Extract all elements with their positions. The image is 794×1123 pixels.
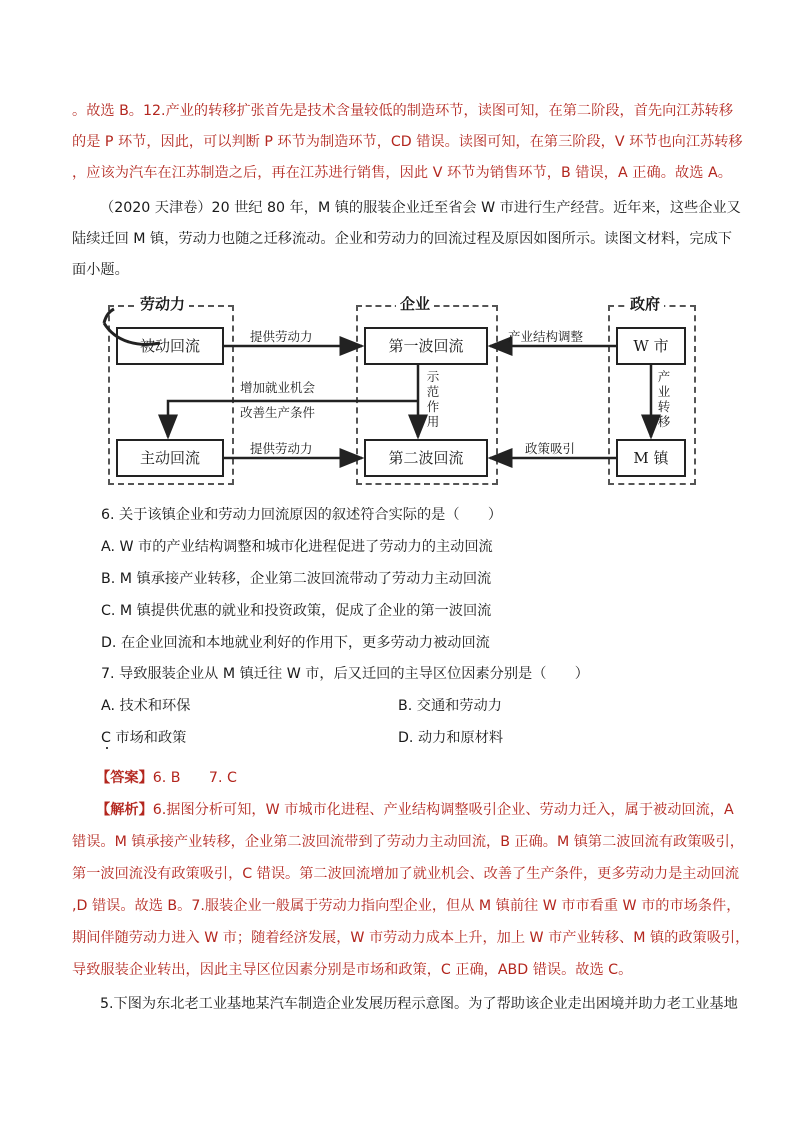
labor-enterprise-return-diagram <box>100 293 696 493</box>
question-intro-line: 面小题。 <box>72 262 129 278</box>
question-7-option-b: B. 交通和劳动力 <box>398 698 502 714</box>
analysis-line: 第一波回流没有政策吸引，C 错误。第二波回流增加了就业机会、改善了生产条件，更多劳动力是主动回流 <box>72 866 740 882</box>
analysis-line: 导致服装企业转出，因此主导区位因素分别是市场和政策，C 正确，ABD 错误。故选 C。 <box>72 962 633 978</box>
m-town-box: M 镇 <box>616 439 686 477</box>
question-6-option-b: B. M 镇承接产业转移，企业第二波回流带动了劳动力主动回流 <box>101 571 492 587</box>
question-6-option-d: D. 在企业回流和本地就业利好的作用下，更多劳动力被动回流 <box>101 635 490 651</box>
more-jobs-label: 增加就业机会 <box>240 380 316 395</box>
industry-adjust-label: 产业结构调整 <box>508 329 584 344</box>
active-return-box: 主动回流 <box>116 439 224 477</box>
demo-effect-label: 示 范 作 用 <box>426 369 440 429</box>
answer-label: 【答案】 <box>96 770 153 786</box>
question-7-stem: 7. 导致服装企业从 M 镇迁往 W 市，后又迁回的主导区位因素分别是（ ） <box>101 666 589 682</box>
industry-transfer-label: 产 业 转 移 <box>657 369 671 429</box>
prev-explanation-line: 。故选 B。12.产业的转移扩张首先是技术含量较低的制造环节，读图可知，在第二阶段，首先向江苏转移 <box>72 103 734 119</box>
policy-attract-label: 政策吸引 <box>525 441 576 456</box>
enterprise-title: 企业 <box>396 295 434 313</box>
question-6-option-c: C. M 镇提供优惠的就业和投资政策，促成了企业的第一波回流 <box>101 603 492 619</box>
analysis-line: 期间伴随劳动力进入 W 市；随着经济发展，W 市劳动力成本上升，加上 W 市产业转移、M 镇的政策吸引， <box>72 930 750 946</box>
prev-explanation-line: 的是 P 环节，因此，可以判断 P 环节为制造环节，CD 错误。读图可知，在第三阶段，V 环节也向江苏转移 <box>72 134 743 150</box>
question-6-option-a: A. W 市的产业结构调整和城市化进程促进了劳动力的主动回流 <box>101 539 493 555</box>
first-wave-box: 第一波回流 <box>364 327 488 365</box>
second-wave-box: 第二波回流 <box>364 439 488 477</box>
analysis-line: 错误。M 镇承接产业转移，企业第二波回流带到了劳动力主动回流，B 正确。M 镇第二波回流有政策吸引， <box>72 834 744 850</box>
next-question-line: 5.下图为东北老工业基地某汽车制造企业发展历程示意图。为了帮助该企业走出困境并助力老工业基地 <box>100 996 738 1012</box>
question-7-option-c: C 市场和政策 <box>101 730 187 746</box>
passive-return-box: 被动回流 <box>116 327 224 365</box>
analysis-line: 【解析】6.据图分析可知，W 市城市化进程、产业结构调整吸引企业、劳动力迁入，属于被动回流，A <box>96 802 734 818</box>
diagram-arrows <box>100 293 696 493</box>
question-intro-line: 陆续迁回 M 镇，劳动力也随之迁移流动。企业和劳动力的回流过程及原因如图所示。读图文材料，完成下 <box>72 231 732 247</box>
provide-labor-top-label: 提供劳动力 <box>250 329 313 344</box>
analysis-label: 【解析】 <box>96 802 153 818</box>
stray-dot <box>106 747 108 749</box>
brush-stroke-mark <box>104 309 160 344</box>
provide-labor-bottom-label: 提供劳动力 <box>250 441 313 456</box>
question-intro-line: （2020 天津卷）20 世纪 80 年，M 镇的服装企业迁至省会 W 市进行生产经营。近年来，这些企业又 <box>100 200 741 216</box>
answer-value: 6. B 7. C <box>152 770 237 786</box>
government-title: 政府 <box>626 295 664 313</box>
better-conditions-label: 改善生产条件 <box>240 405 316 420</box>
question-7-option-a: A. 技术和环保 <box>101 698 191 714</box>
labor-title: 劳动力 <box>136 295 189 313</box>
prev-explanation-line: ，应该为汽车在江苏制造之后，再在江苏进行销售，因此 V 环节为销售环节，B 错误，A 正确。故选 A。 <box>72 165 732 181</box>
analysis-line: ,D 错误。故选 B。7.服装企业一般属于劳动力指向型企业，但从 M 镇前往 W 市市看重 W 市的市场条件， <box>72 898 741 914</box>
w-city-box: W 市 <box>616 327 686 365</box>
question-6-stem: 6. 关于该镇企业和劳动力回流原因的叙述符合实际的是（ ） <box>101 507 503 523</box>
question-7-option-d: D. 动力和原材料 <box>398 730 504 746</box>
answer-line <box>96 768 756 788</box>
